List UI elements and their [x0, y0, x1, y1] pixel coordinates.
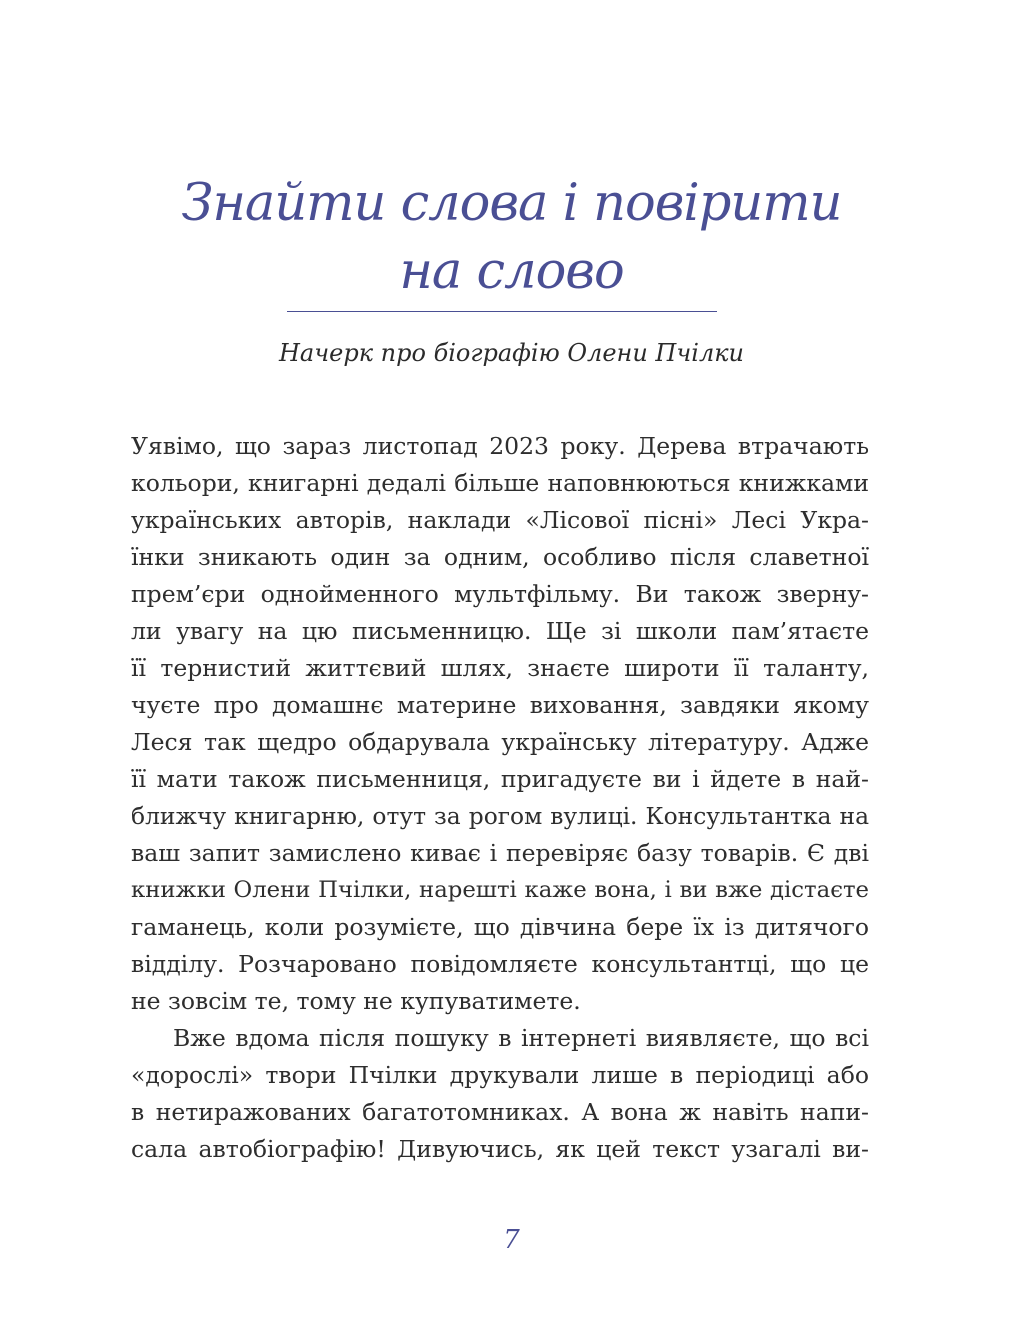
text-line: ближчу книгарню, отут за рогом вулиці. Консультантка на — [131, 802, 869, 830]
text-line: Вже вдома після пошуку в інтернеті виявляєте, що всі — [173, 1024, 869, 1052]
text-line: прем’єри однойменного мультфільму. Ви також зверну- — [131, 580, 869, 608]
text-line: ваш запит замислено киває і перевіряє базу товарів. Є дві — [131, 839, 869, 867]
body-text — [131, 428, 869, 1168]
text-line: українських авторів, наклади «Лісової пісні» Лесі Укра- — [131, 506, 869, 534]
page-number: 7 — [503, 1225, 520, 1255]
paragraph-2 — [131, 1020, 869, 1168]
text-line: в нетиражованих багатотомниках. А вона ж навіть напи- — [131, 1098, 869, 1126]
text-line: ли увагу на цю письменницю. Ще зі школи пам’ятаєте — [131, 617, 869, 645]
text-line: сала автобіографію! Дивуючись, як цей текст узагалі ви- — [131, 1135, 869, 1163]
chapter-title — [0, 170, 1023, 306]
text-line: гаманець, коли розумієте, що дівчина бере їх із дитячого — [131, 913, 869, 941]
text-line: Леся так щедро обдарувала українську літературу. Адже — [131, 728, 869, 756]
text-line: «дорослі» твори Пчілки друкували лише в періодиці або — [131, 1061, 869, 1089]
text-line: чуєте про домашнє материне виховання, завдяки якому — [131, 691, 869, 719]
chapter-title-line-1: Знайти слова і повірити — [181, 174, 842, 233]
text-line: кольори, книгарні дедалі більше наповнюються книжками — [131, 469, 869, 497]
title-divider — [287, 311, 717, 312]
chapter-title-line-2: на слово — [399, 242, 624, 301]
text-line: відділу. Розчаровано повідомляєте консультантці, що це — [131, 950, 869, 978]
text-line: книжки Олени Пчілки, нарешті каже вона, і ви вже дістаєте — [131, 877, 869, 903]
text-line: її тернистий життєвий шлях, знаєте широти її таланту, — [131, 654, 869, 682]
paragraph-1 — [131, 428, 869, 1020]
text-line: Уявімо, що зараз листопад 2023 року. Дерева втрачають — [131, 432, 869, 460]
text-line: їнки зникають один за одним, особливо після славетної — [131, 543, 869, 571]
text-line: не зовсім те, тому не купуватимете. — [131, 987, 581, 1015]
text-line: її мати також письменниця, пригадуєте ви і йдете в най- — [131, 765, 869, 793]
chapter-subtitle: Начерк про біографію Олени Пчілки — [278, 339, 745, 367]
